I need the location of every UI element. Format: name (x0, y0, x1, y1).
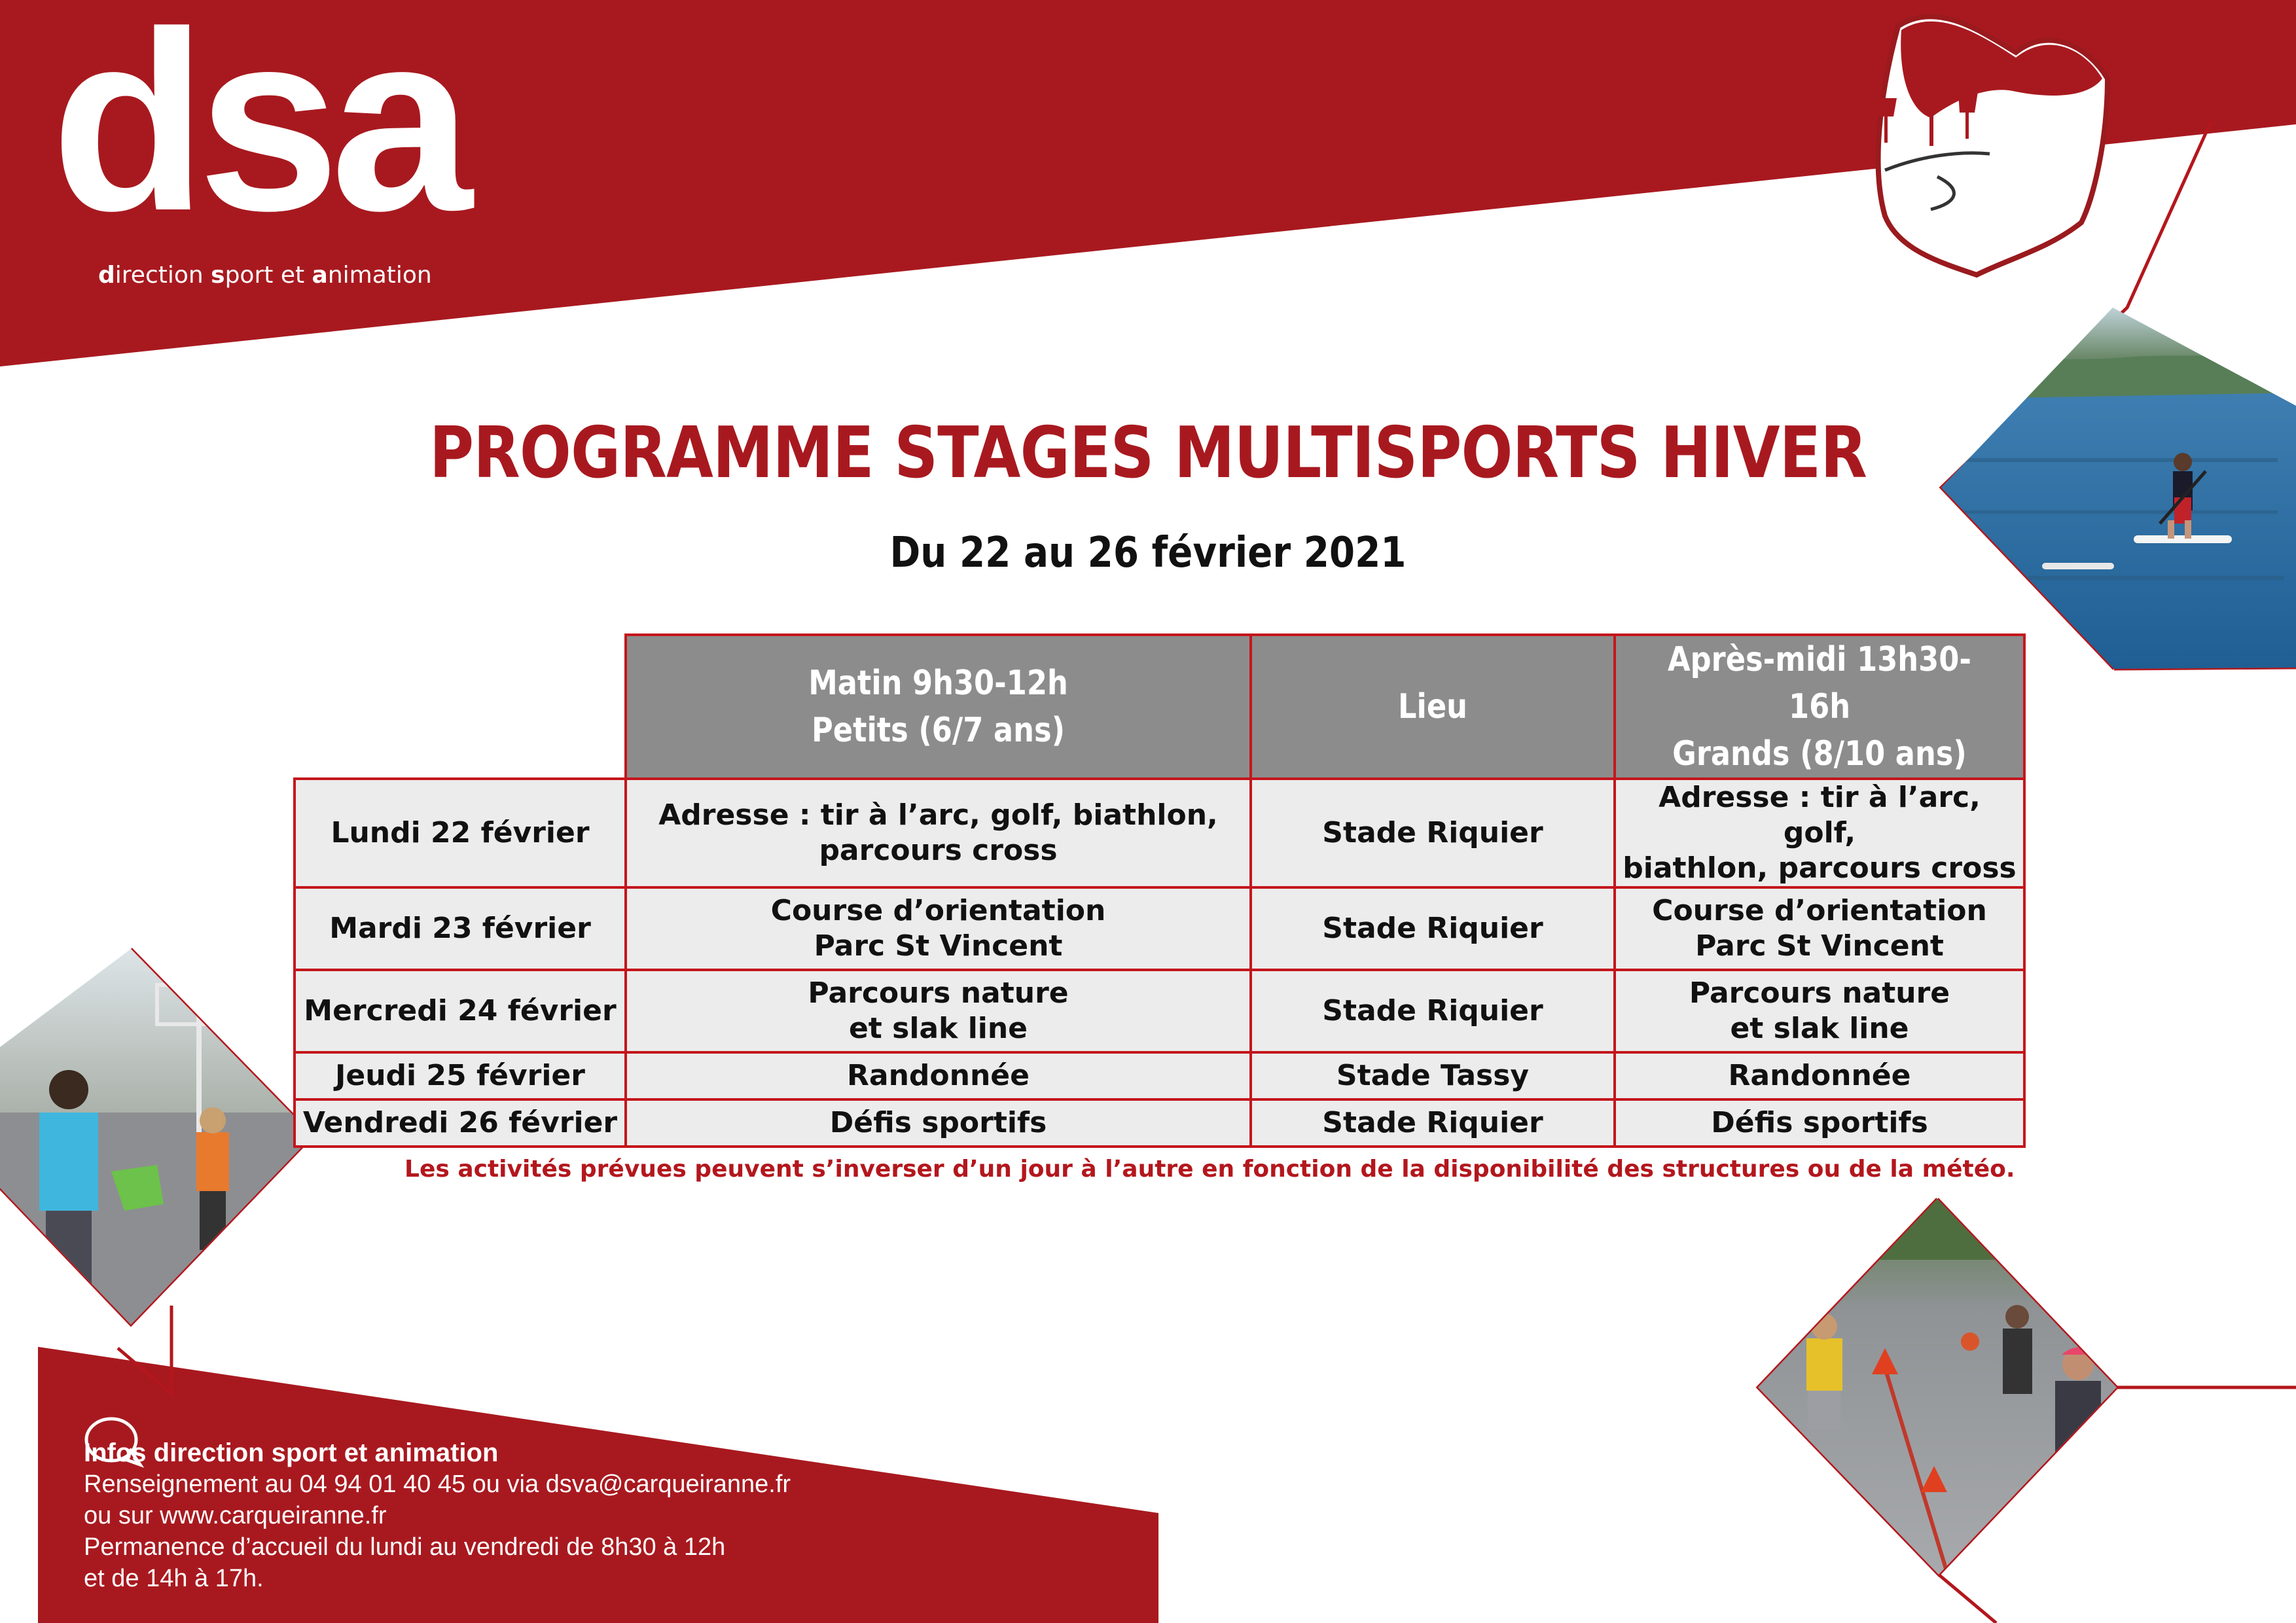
header-apres-midi (1615, 635, 2024, 779)
table-row (295, 779, 2024, 887)
logo-sub-d: d (98, 262, 115, 289)
apres-line1: Parcours nature (1689, 976, 1950, 1010)
matin-line1: Course d’orientation (770, 894, 1106, 927)
day-cell: Mercredi 24 février (295, 970, 626, 1052)
matin-line2: parcours cross (819, 834, 1058, 867)
photo-playground (1754, 1194, 2121, 1584)
apres-cell: Défis sportifs (1615, 1099, 2024, 1147)
table-row (295, 970, 2024, 1052)
lieu-cell: Stade Riquier (1251, 970, 1615, 1052)
apres-cell (1615, 970, 2024, 1052)
matin-cell (626, 970, 1251, 1052)
info-line-hours: Permanence d’accueil du lundi au vendredi de 8h30 à 12h (84, 1533, 726, 1561)
matin-line2: et slak line (848, 1012, 1028, 1045)
header-apres-line2: Grands (8/10 ans) (1672, 734, 1967, 774)
lieu-cell: Stade Riquier (1251, 887, 1615, 970)
town-emblem-icon (1878, 16, 2108, 275)
logo-subtitle (98, 262, 432, 289)
program-table (293, 633, 2026, 1148)
apres-line1: Course d’orientation (1652, 894, 1987, 927)
info-line-website: ou sur www.carqueiranne.fr (84, 1502, 387, 1529)
logo-dsa: dsa (51, 0, 464, 264)
apres-line2: et slak line (1730, 1012, 1909, 1045)
header-empty-cell (295, 635, 626, 779)
header-lieu-label: Lieu (1398, 687, 1467, 726)
lieu-cell: Stade Riquier (1251, 779, 1615, 887)
apres-line2: biathlon, parcours cross (1623, 851, 2017, 885)
logo-sub-a: a (312, 262, 328, 289)
matin-line1: Adresse : tir à l’arc, golf, biathlon, (658, 798, 1218, 832)
day-cell: Jeudi 25 février (295, 1052, 626, 1099)
logo-sub-3: nimation (327, 262, 432, 289)
apres-cell (1615, 887, 2024, 970)
apres-cell (1615, 779, 2024, 887)
header-matin-line2: Petits (6/7 ans) (811, 711, 1066, 750)
info-block (84, 1437, 791, 1594)
matin-cell: Défis sportifs (626, 1099, 1251, 1147)
activities-note: Les activités prévues peuvent s’inverser d’un jour à l’autre en fonction de la disponibilité des structures ou de la météo. (404, 1156, 2015, 1183)
matin-line2: Parc St Vincent (814, 929, 1063, 963)
matin-cell: Randonnée (626, 1052, 1251, 1099)
day-cell: Mardi 23 février (295, 887, 626, 970)
logo-sub-2: port et (224, 262, 312, 289)
info-title: Infos direction sport et animation (84, 1438, 499, 1467)
apres-line2: Parc St Vincent (1695, 929, 1944, 963)
page-subtitle: Du 22 au 26 février 2021 (889, 529, 1407, 577)
logo-sub-1: irection (115, 262, 211, 289)
table-row (295, 1052, 2024, 1099)
info-line-phone: Renseignement au 04 94 01 40 45 ou via dsva@carqueiranne.fr (84, 1471, 791, 1498)
info-line-hours-2: et de 14h à 17h. (84, 1565, 264, 1592)
header-lieu (1251, 635, 1615, 779)
photo-basketball (0, 942, 314, 1335)
apres-line1: Adresse : tir à l’arc, golf, (1659, 781, 1981, 849)
apres-cell: Randonnée (1615, 1052, 2024, 1099)
table-row (295, 1099, 2024, 1147)
page-title: PROGRAMME STAGES MULTISPORTS HIVER (429, 412, 1867, 494)
matin-cell (626, 779, 1251, 887)
table-header-row (295, 635, 2024, 779)
logo-sub-s: s (211, 262, 225, 289)
header-apres-line1: Après-midi 13h30-16h (1668, 640, 1971, 726)
day-cell: Lundi 22 février (295, 779, 626, 887)
day-cell: Vendredi 26 février (295, 1099, 626, 1147)
header-matin (626, 635, 1251, 779)
lieu-cell: Stade Riquier (1251, 1099, 1615, 1147)
matin-cell (626, 887, 1251, 970)
lieu-cell: Stade Tassy (1251, 1052, 1615, 1099)
header-matin-line1: Matin 9h30-12h (808, 664, 1068, 703)
table-row (295, 887, 2024, 970)
matin-line1: Parcours nature (808, 976, 1069, 1010)
